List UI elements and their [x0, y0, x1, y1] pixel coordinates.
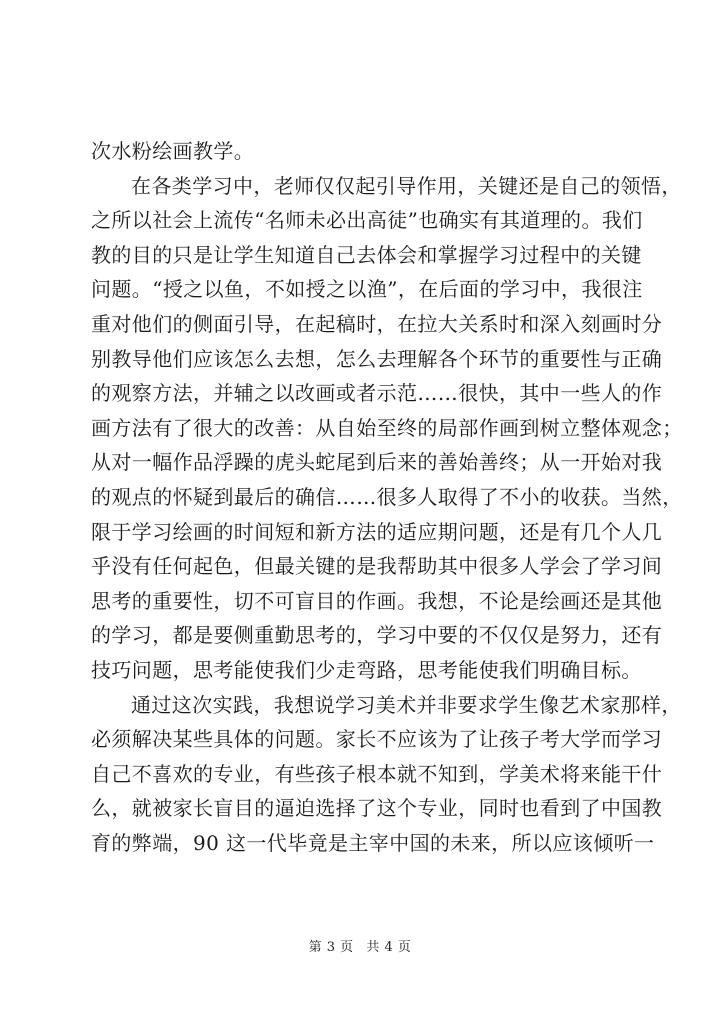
page-footer [0, 936, 720, 955]
page-number: 第 3 页 [308, 940, 354, 955]
text-line: 自己不喜欢的专业，有些孩子根本就不知到，学美术将来能干什 [91, 761, 663, 786]
text-line: 问题。“授之以鱼，不如授之以渔”，在后面的学习中，我很注 [91, 277, 643, 302]
body-text [91, 134, 683, 860]
page-total: 共 4 页 [366, 940, 412, 955]
text-line: 的观察方法，并辅之以改画或者示范……很快，其中一些人的作 [91, 381, 663, 406]
text-line: 在各类学习中，老师仅仅起引导作用，关键还是自己的领悟， [131, 173, 682, 198]
text-line: 重对他们的侧面引导，在起稿时，在拉大关系时和深入刻画时分 [91, 311, 663, 336]
text-line: 的观点的怀疑到最后的确信……很多人取得了不小的收获。当然， [91, 484, 683, 509]
text-line: 别教导他们应该怎么去想，怎么去理解各个环节的重要性与正确 [91, 346, 663, 371]
text-line: 通过这次实践，我想说学习美术并非要求学生像艺术家那样， [131, 692, 682, 717]
text-line: 技巧问题，思考能使我们少走弯路，思考能使我们明确目标。 [91, 657, 642, 682]
text-line: 之所以社会上流传“名师未必出高徒”也确实有其道理的。我们 [91, 208, 643, 233]
text-line: 从对一幅作品浮躁的虎头蛇尾到后来的善始善终；从一开始对我 [91, 450, 663, 475]
text-line: 次水粉绘画教学。 [91, 139, 255, 163]
text-line: 的学习，都是要侧重勤思考的，学习中要的不仅仅是努力，还有 [91, 623, 663, 648]
text-line: 乎没有任何起色，但最关键的是我帮助其中很多人学会了学习间 [91, 554, 663, 579]
text-line: 么，就被家长盲目的逼迫选择了这个专业，同时也看到了中国教 [91, 796, 663, 821]
text-line: 育的弊端，90 这一代毕竟是主宰中国的未来，所以应该倾听一 [91, 830, 655, 855]
text-line: 教的目的只是让学生知道自己去体会和掌握学习过程中的关键 [91, 242, 642, 267]
text-line: 限于学习绘画的时间短和新方法的适应期问题，还是有几个人几 [91, 519, 663, 544]
text-line: 思考的重要性，切不可盲目的作画。我想，不论是绘画还是其他 [91, 588, 663, 613]
text-line: 必须解决某些具体的问题。家长不应该为了让孩子考大学而学习 [91, 727, 663, 752]
text-line: 画方法有了很大的改善：从自始至终的局部作画到树立整体观念； [91, 415, 683, 440]
